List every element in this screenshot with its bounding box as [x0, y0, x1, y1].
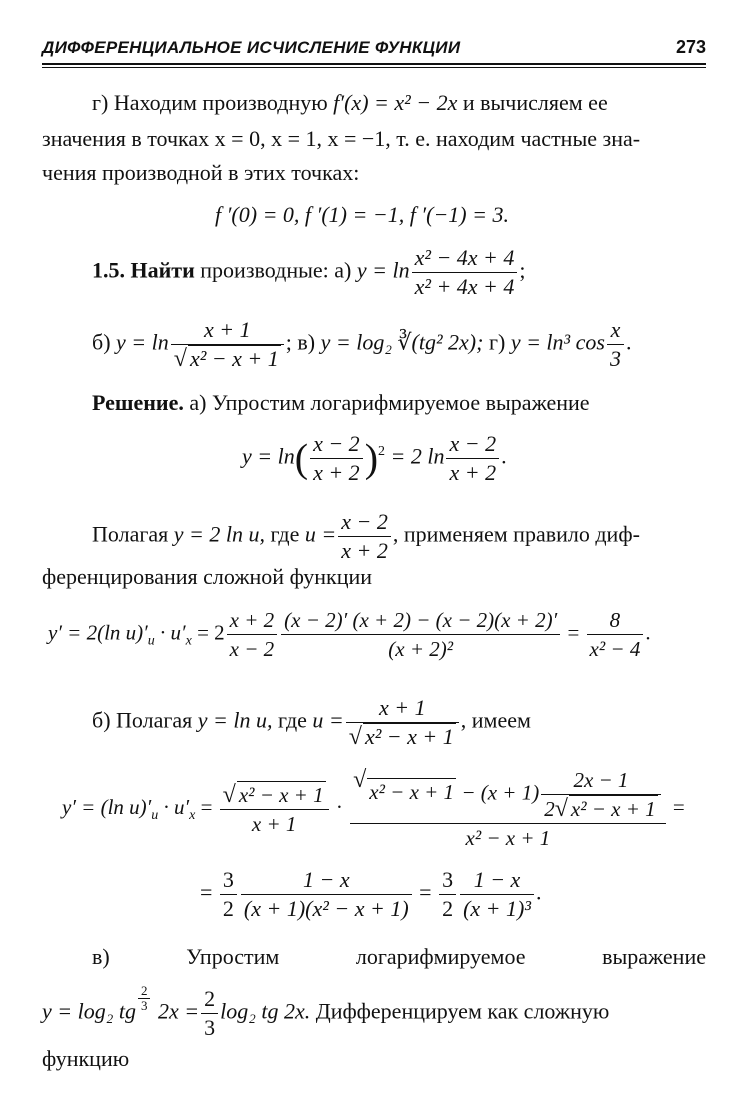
eq3-f2-num-a: x² − x + 1 — [369, 780, 455, 805]
para-b-num: x + 1 — [346, 694, 459, 723]
para-v-text: Дифференцируем как сложную — [310, 998, 610, 1024]
eq1-exp: 2 — [378, 444, 386, 460]
problem-b-label: б) — [92, 329, 117, 355]
problem-b-num: x + 1 — [171, 316, 284, 345]
eq4-eq: = — [200, 879, 218, 905]
para-g-line2: значения в точках x = 0, x = 1, x = −1, т. е. находим частные зна- — [42, 126, 641, 151]
para-pol-f2: u = — [304, 521, 337, 547]
para-pol-f1: y = 2 ln u, — [173, 521, 265, 547]
para-pol-den: x + 2 — [341, 538, 388, 563]
header-rule-thick — [42, 63, 706, 65]
eq4-f2-num: 1 − x — [241, 866, 412, 895]
eq3-f2-num-b: − (x + 1) — [456, 780, 540, 805]
problem-g-label: г) — [483, 329, 511, 355]
eq2-frac3 — [587, 606, 644, 663]
problem-g-end: . — [625, 329, 632, 355]
running-header — [42, 36, 706, 66]
eq3-end: = — [667, 794, 685, 819]
solution-line — [92, 388, 590, 418]
eq1-fraction2 — [446, 430, 499, 487]
eq2-f2-den: (x + 2)² — [388, 637, 454, 661]
eq4-frac1 — [220, 866, 237, 923]
solution-text: а) Упростим логарифмируемое выражение — [183, 390, 590, 415]
eq4-f3-den: 2 — [442, 896, 454, 921]
header-title: ДИФФЕРЕНЦИАЛЬНОЕ ИСЧИСЛЕНИЕ ФУНКЦИИ — [42, 38, 461, 57]
eq3-inner-den-rad: x² − x + 1 — [570, 797, 656, 821]
eq3-dot: · u′ — [158, 794, 190, 819]
para-v-f-rhs: log₂ tg 2x. — [220, 998, 311, 1024]
eq4-f1-num: 3 — [220, 866, 237, 895]
eq2-eq2: = — [562, 620, 585, 645]
problem-a-lhs: y = ln — [356, 257, 410, 283]
problem-label: 1.5. Найти — [92, 257, 195, 283]
eq3-f1-den: x + 1 — [251, 811, 297, 836]
para-v-line3: функцию — [42, 1046, 130, 1071]
para-b-f2: u = — [312, 707, 344, 733]
eq2-frac2 — [281, 606, 560, 663]
para-v-line2 — [42, 984, 609, 1042]
para-pol-c: , применяем правило диф- — [392, 521, 640, 547]
eq3-inner-den-a: 2 — [544, 797, 555, 821]
eq2-frac1 — [227, 606, 278, 663]
para-v-num: 2 — [201, 985, 218, 1014]
problem-line-bvg — [92, 316, 631, 373]
para-b-fraction: $\frac{x + 1}{\text{√ x² − x + 1}}$ — [346, 694, 459, 751]
para-v-f-lhs: y = log₂ tg — [42, 998, 136, 1024]
para-pol-line1 — [92, 508, 640, 565]
eq2-sub-x: x — [185, 633, 192, 649]
eq2-dot: · u′ — [154, 620, 186, 645]
eq1-num2: x − 2 — [446, 430, 499, 459]
eq1-end: . — [501, 443, 507, 469]
eq2-f3-den: x² − 4 — [589, 637, 641, 661]
para-pol-b: где — [264, 521, 305, 547]
header-rule-thin — [42, 67, 706, 68]
problem-line-a — [92, 244, 526, 301]
para-v-line1: в) Упростим логарифмируемое выражение — [92, 944, 706, 969]
eq1: y = ln( $\frac{x - 2}{x + 2}$ )$^2$ = 2 ln $\frac{x - 2}{x + 2}$ . — [242, 431, 507, 485]
problem-v-formula: y = log₂ ∛(tg² 2x); — [320, 329, 484, 355]
problem-a-den: x² + 4x + 4 — [414, 274, 515, 299]
problem-a-end: ; — [519, 257, 526, 283]
eq1-lhs: y = ln — [242, 443, 295, 469]
eq3-inner-num: 2x − 1 — [541, 766, 660, 795]
eq3 — [62, 766, 685, 852]
problem-text: производные: а) — [194, 257, 357, 283]
eq1-mid: = 2 ln — [390, 443, 445, 469]
para-b-c: , имеем — [460, 707, 531, 733]
eq3-f1-num: x² − x + 1 — [238, 782, 324, 807]
eq3-f2-den: x² − x + 1 — [465, 826, 551, 850]
eq3-sub-x: x — [189, 808, 196, 823]
para-g-text-b: и вычисляем ее — [457, 90, 608, 115]
eq3-inner-frac: $\frac{2x - 1}{\text{2√ x² − x + 1}}$ — [541, 766, 660, 823]
problem-g-lhs: y = ln³ cos — [510, 329, 605, 355]
para-v-fraction — [201, 985, 218, 1042]
eq3-lhs: y′ = (ln u)′ — [62, 794, 152, 819]
solution-label: Решение. — [92, 390, 184, 415]
eq3-cdot: · — [330, 794, 349, 819]
eq4-frac4 — [460, 866, 534, 923]
derivative-formula: f′(x) = x² − 2x — [333, 90, 458, 115]
para-v-f-mid: 2x = — [152, 998, 200, 1024]
eq2-end: . — [645, 620, 651, 645]
problem-b-fraction — [171, 316, 284, 373]
eq4-f2-den: (x + 1)(x² − x + 1) — [243, 896, 409, 921]
problem-v-label: в) — [291, 329, 321, 355]
para-v-den: 3 — [204, 1014, 216, 1040]
eq4-f4-num: 1 − x — [460, 866, 534, 895]
eq4-f4-den: (x + 1)³ — [463, 896, 531, 921]
sqrt-symbol: √ — [173, 346, 187, 372]
eq2-lhs: y′ = 2(ln u)′ — [48, 620, 148, 645]
problem-a-fraction — [412, 244, 518, 301]
eq4-f3-num: 3 — [439, 866, 456, 895]
problem-a-num: x² − 4x + 4 — [412, 244, 518, 273]
eq1-den2: x + 2 — [449, 460, 497, 485]
problem-b-den: x² − x + 1 — [189, 346, 279, 371]
problem-b-lhs: y = ln — [116, 329, 169, 355]
para-g-line1 — [92, 88, 608, 118]
eq1-den: x + 2 — [313, 460, 360, 485]
eq2-f1-num: x + 2 — [227, 606, 278, 635]
eq3-eq: = — [195, 794, 218, 819]
para-pol-line2: ференцирования сложной функции — [42, 564, 373, 589]
para-g-text-a: г) Находим производную — [92, 90, 334, 115]
problem-g-den: 3 — [609, 346, 621, 371]
para-v-exp-fraction — [138, 984, 151, 1013]
eq2 — [48, 606, 651, 663]
eq4 — [200, 866, 541, 923]
eq2-f3-num: 8 — [587, 606, 644, 635]
eq4-end: . — [535, 879, 542, 905]
eq4-frac3 — [439, 866, 456, 923]
para-v-exp-den: 3 — [140, 998, 148, 1013]
eq3-sub-u: u — [151, 808, 159, 823]
eq3-frac1: $\frac{\text{√ x² − x + 1}}{x + 1}$ — [220, 781, 329, 838]
eq4-frac2 — [241, 866, 412, 923]
para-b-line — [92, 694, 531, 751]
para-b-f1: y = ln u, — [197, 707, 273, 733]
eq1-fraction — [310, 430, 363, 487]
para-g-line3: чения производной в этих точках: — [42, 160, 360, 185]
eq4-eq2: = — [413, 879, 438, 905]
problem-g-num: x — [607, 316, 624, 345]
eq3-frac2: √ x² − x + 1 − (x + 1) $\frac{2x - 1}{\text{2√ x² − x + 1}}$ x² − x + 1 — [350, 766, 666, 852]
problem-g-fraction — [607, 316, 624, 373]
eq1-num: x − 2 — [310, 430, 363, 459]
problem-b-end: ; — [285, 329, 292, 355]
para-v-exp-num: 2 — [138, 984, 151, 999]
para-b-den: x² − x + 1 — [364, 724, 454, 749]
page-number: 273 — [675, 37, 706, 57]
eq2-f1-den: x − 2 — [229, 637, 275, 661]
eq2-sub-u: u — [147, 633, 155, 649]
eq4-f1-den: 2 — [222, 896, 234, 921]
para-b-a: б) Полагая — [92, 707, 198, 733]
para-pol-fraction — [338, 508, 391, 565]
para-pol-a: Полагая — [92, 521, 174, 547]
para-pol-num: x − 2 — [338, 508, 391, 537]
eq2-eq: = 2 — [191, 620, 225, 645]
para-b-b: где — [272, 707, 313, 733]
eq2-f2-num: (x − 2)′ (x + 2) − (x − 2)(x + 2)′ — [281, 606, 560, 635]
derivative-values: f ′(0) = 0, f ′(1) = −1, f ′(−1) = 3. — [215, 202, 509, 227]
